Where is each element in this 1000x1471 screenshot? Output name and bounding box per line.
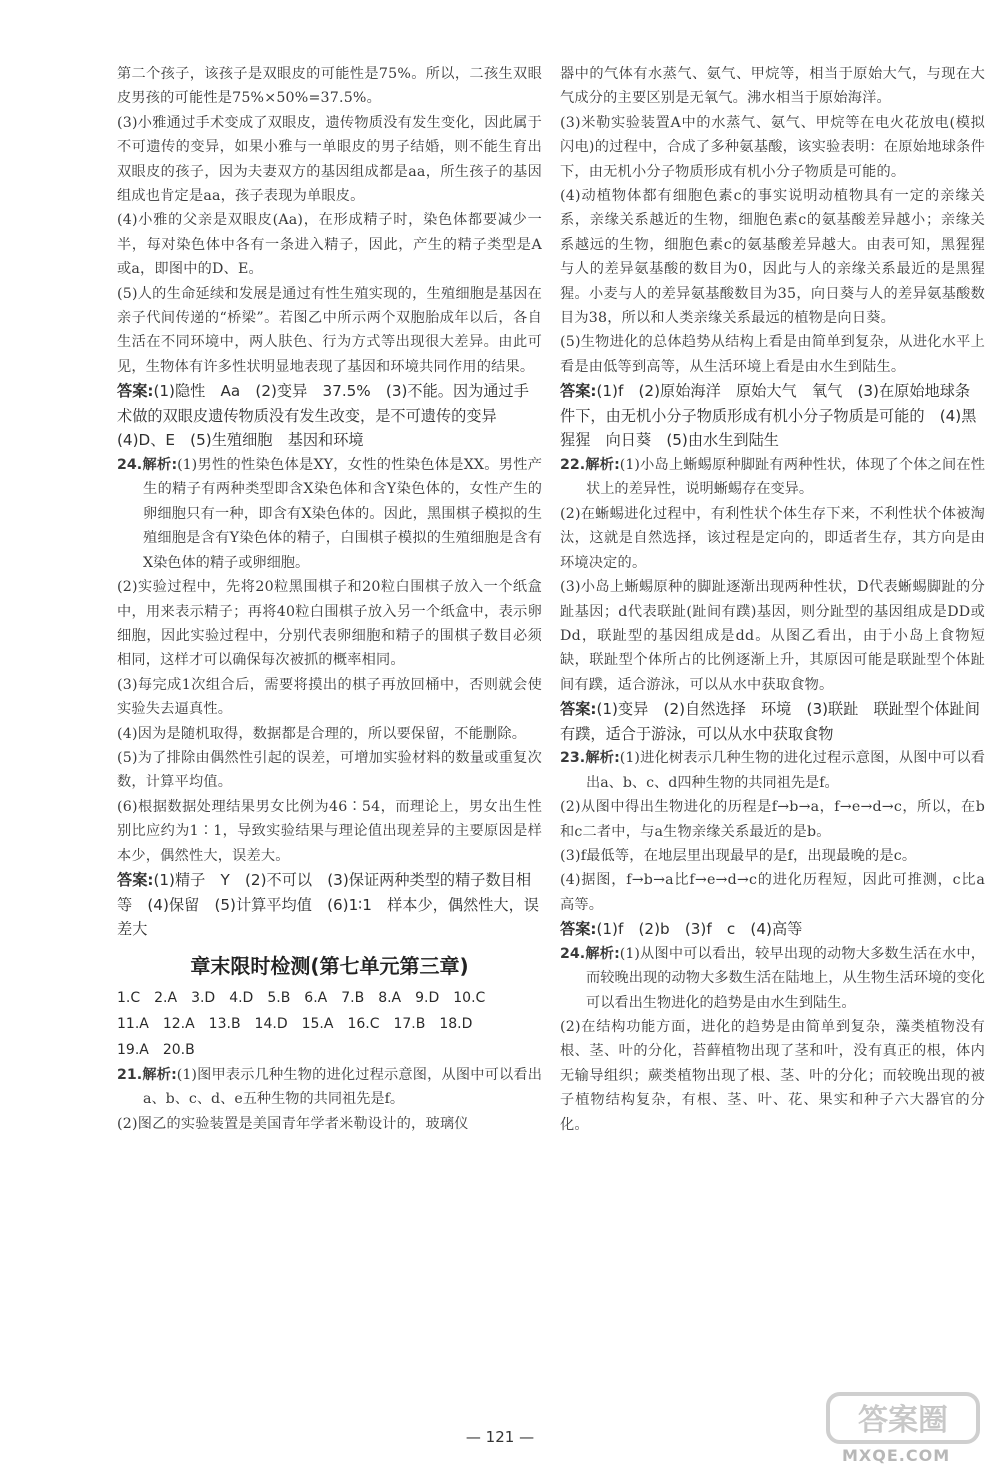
question-21: [117, 1063, 542, 1112]
paragraph: (4)动植物体都有细胞色素c的事实说明动植物具有一定的亲缘关系，亲缘关系越近的生物，细胞色素c的氨基酸差异越小；亲缘关系越远的生物，细胞色素c的氨基酸差异越大。由表可知，黑猩猩与人的差异氨基酸的数目为0，因此与人的亲缘关系最近的是黑猩猩。小麦与人的差异氨基酸数目为35，向日葵与人的差异氨基酸数目为38，所以和人类亲缘关系最远的植物是向日葵。: [560, 188, 985, 327]
paragraph: (2)图乙的实验装置是美国青年学者米勒设计的，玻璃仪: [117, 1115, 469, 1132]
watermark-text: MXQE.COM: [842, 1446, 951, 1465]
svg-text:答案圈: 答案圈: [858, 1403, 948, 1438]
analysis-text: (1)小岛上蜥蜴原种脚趾有两种性状，体现了个体之间在性状上的差异性，说明蜥蜴存在变异。: [586, 457, 985, 498]
paragraph: (2)从图中得出生物进化的历程是f→b→a，f→e→d→c，所以，在b和c二者中，与a生物亲缘关系最近的是b。: [560, 799, 985, 840]
left-column: [117, 62, 542, 1136]
paragraph: (2)在蜥蜴进化过程中，有利性状个体生存下来，不利性状个体被淘汰，这就是自然选择，该过程是定向的，即适者生存，其方向是由环境决定的。: [560, 505, 985, 571]
paragraph: (3)每完成1次组合后，需要将摸出的棋子再放回桶中，否则就会使实验失去逼真性。: [117, 676, 542, 718]
answer-text: (1)f (2)原始海洋 原始大气 氧气 (3)在原始地球条件下，由无机小分子物质形成有机小分子物质是可能的 (4)黑猩猩 向日葵 (5)由水生到陆生: [560, 382, 977, 450]
paragraph: (2)实验过程中，先将20粒黑围棋子和20粒白围棋子放入一个纸盒中，用来表示精子；再将40粒白围棋子放入另一个纸盒中，表示卵细胞，因此实验过程中，分别代表卵细胞和精子的围棋子数目必须相同，这样才可以确保每次被抓的概率相同。: [117, 579, 542, 669]
paragraph: (3)小雅通过手术变成了双眼皮，遗传物质没有发生变化，因此属于不可遗传的变异，如果小雅与一单眼皮的男子结婚，则不能生育出双眼皮的孩子，因为夫妻双方的基因组成都是aa，所生孩子的基因组成也肯定是aa，孩子表现为单眼皮。: [117, 114, 542, 205]
question-number: 22.: [560, 457, 586, 474]
analysis-text: (1)从图中可以看出，较早出现的动物大多数生活在水中，而较晚出现的动物大多数生活在陆地上，从生物生活环境的变化可以看出生物进化的趋势是由水生到陆生。: [586, 945, 985, 1011]
answer-label: 答案:: [560, 382, 597, 401]
paragraph: (3)f最低等，在地层里出现最早的是f，出现最晚的是c。: [560, 847, 917, 864]
paragraph: 第二个孩子，该孩子是双眼皮的可能性是75%。所以，二孩生双眼皮男孩的可能性是75%×50%=37.5%。: [117, 66, 542, 107]
question-22: [560, 453, 985, 502]
right-column: [560, 62, 985, 1137]
analysis-label: 解析:: [585, 750, 620, 767]
paragraph: (6)根据数据处理结果男女比例为46∶54，而理论上，男女出生性别比应约为1∶1，导致实验结果与理论值出现差异的主要原因是样本少，偶然性大，误差大。: [117, 798, 542, 864]
answer-label: 答案:: [560, 920, 597, 939]
paragraph: (2)在结构功能方面，进化的趋势是由简单到复杂，藻类植物没有根、茎、叶的分化，苔藓植物出现了茎和叶，没有真正的根，体内无输导组织；蕨类植物出现了根、茎、叶的分化；而较晚出现的被子植物结构复杂，有根、茎、叶、花、果实和种子六大器官的分化。: [560, 1018, 985, 1133]
answer-text: (1)隐性 Aa (2)变异 37.5% (3)不能。因为通过手术做的双眼皮遗传物质没有发生改变，是不可遗传的变异 (4)D、E (5)生殖细胞 基因和环境: [117, 382, 529, 450]
answer-label: 答案:: [117, 382, 154, 401]
question-23: [560, 746, 985, 795]
paragraph: (5)生物进化的总体趋势从结构上看是由简单到复杂，从进化水平上看是由低等到高等，从生活环境上看是由水生到陆生。: [560, 334, 985, 375]
mc-answers-line: 11.A 12.A 13.B 14.D 15.A 16.C 17.B 18.D: [117, 1015, 473, 1032]
paragraph: (3)小岛上蜥蜴原种的脚趾逐渐出现两种性状，D代表蜥蜴脚趾的分趾基因；d代表联趾(趾间有蹼)基因，则分趾型的基因组成是DD或Dd，联趾型的基因组成是dd。从图乙看出，由于小岛上食物短缺，联趾型个体所占的比例逐渐上升，其原因可能是联趾型个体趾间有蹼，适合游泳，可以从水中获取食物。: [560, 579, 985, 693]
question-number: 24.: [560, 945, 586, 962]
answer-text: (1)精子 Y (2)不可以 (3)保证两种类型的精子数目相等 (4)保留 (5)计算平均值 (6)1∶1 样本少，偶然性大，误差大: [117, 870, 539, 939]
analysis-label: 解析:: [142, 457, 178, 474]
paragraph: (4)因为是随机取得，数据都是合理的，所以要保留，不能删除。: [117, 725, 527, 742]
analysis-label: 解析:: [142, 1066, 177, 1083]
analysis-text: (1)进化树表示几种生物的进化过程示意图，从图中可以看出a、b、c、d四种生物的共同祖先是f。: [586, 750, 985, 791]
mc-answers-line: 19.A 20.B: [117, 1041, 195, 1058]
mc-answers-line: 1.C 2.A 3.D 4.D 5.B 6.A 7.B 8.A 9.D 10.C: [117, 989, 486, 1006]
section-title: 章末限时检测(第七单元第三章): [190, 953, 469, 978]
paragraph: (4)小雅的父亲是双眼皮(Aa)，在形成精子时，染色体都要减少一半，每对染色体中各有一条进入精子，因此，产生的精子类型是A或a，即图中的D、E。: [117, 212, 542, 278]
paragraph: (3)米勒实验装置A中的水蒸气、氨气、甲烷等在电火花放电(模拟闪电)的过程中，合成了多种氨基酸，该实验表明：在原始地球条件下，由无机小分子物质形成有机小分子物质是可能的。: [560, 114, 985, 180]
paragraph: (5)人的生命延续和发展是通过有性生殖实现的，生殖细胞是基因在亲子代间传递的“桥梁”。若图乙中所示两个双胞胎成年以后，各自生活在不同环境中，两人肤色、行为方式等出现很大差异。由此可见，生物体有许多性状明显地表现了基因和环境共同作用的结果。: [117, 285, 542, 375]
answer-block: [560, 379, 985, 453]
answer-block: [117, 379, 542, 453]
answer-text: (1)f (2)b (3)f c (4)高等: [596, 920, 803, 939]
answer-block: [117, 868, 542, 942]
answer-label: 答案:: [117, 870, 154, 889]
question-number: 24.: [117, 457, 143, 474]
question-24: [117, 453, 542, 575]
paragraph: (5)为了排除由偶然性引起的误差，可增加实验材料的数量或重复次数，计算平均值。: [117, 749, 542, 791]
analysis-label: 解析:: [585, 945, 620, 962]
analysis-text: (1)图甲表示几种生物的进化过程示意图，从图中可以看出a、b、c、d、e五种生物的共同祖先是f。: [143, 1066, 542, 1108]
answer-block: [560, 917, 985, 942]
paragraph: 器中的气体有水蒸气、氨气、甲烷等，相当于原始大气，与现在大气成分的主要区别是无氧气。沸水相当于原始海洋。: [560, 66, 985, 107]
analysis-text: (1)男性的性染色体是XY，女性的性染色体是XX。男性产生的精子有两种类型即含X染色体和含Y染色体的，女性产生的卵细胞只有一种，即含有X染色体的。因此，黑围棋子模拟的生殖细胞是含有Y染色体的精子，白围棋子模拟的生殖细胞是含有X染色体的精子或卵细胞。: [143, 457, 542, 571]
question-24: [560, 942, 985, 1015]
question-number: 23.: [560, 750, 586, 767]
answer-label: 答案:: [560, 700, 597, 719]
question-number: 21.: [117, 1066, 143, 1083]
answer-text: (1)变异 (2)自然选择 环境 (3)联趾 联趾型个体趾间有蹼，适合于游泳，可以从水中获取食物: [560, 700, 980, 743]
answer-block: [560, 697, 985, 746]
analysis-label: 解析:: [585, 457, 620, 474]
paragraph: (4)据图，f→b→a比f→e→d→c的进化历程短，因此可推测，c比a高等。: [560, 872, 985, 913]
page-number: — 121 —: [465, 1428, 535, 1446]
